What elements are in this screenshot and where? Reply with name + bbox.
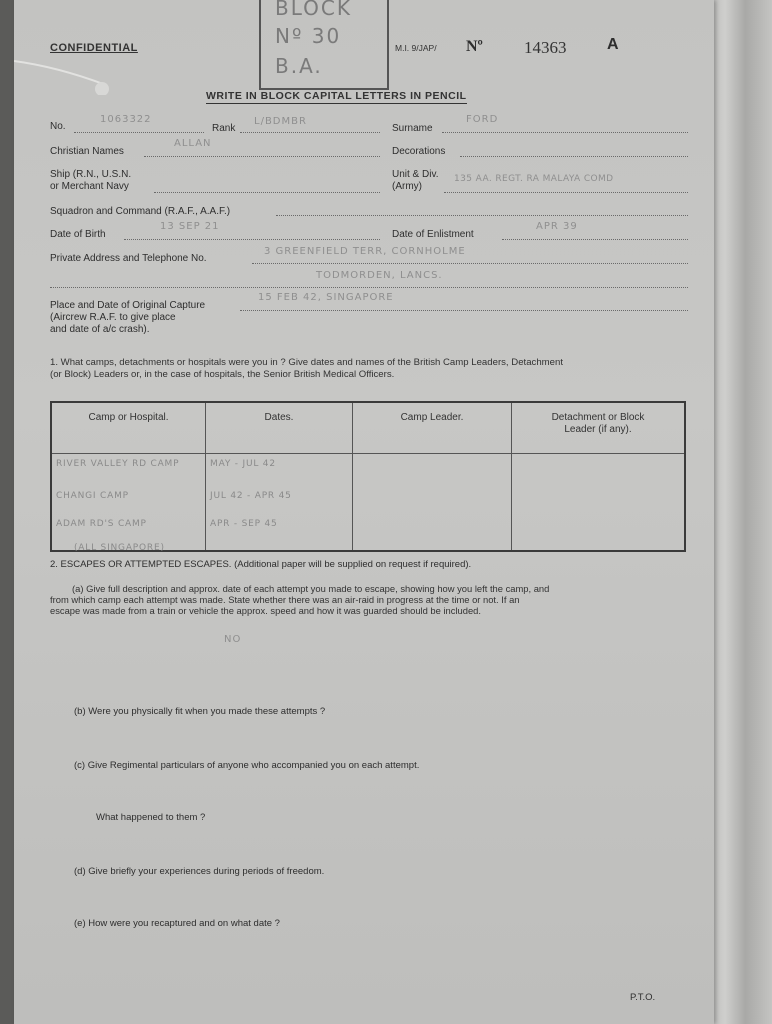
decorations-line [460, 156, 688, 157]
question-1-line: 1. What camps, detachments or hospitals were you in ? Give dates and names of the British Camp Leaders, Detachment [50, 357, 563, 368]
decorations-label: Decorations [392, 146, 446, 157]
dates-entry: APR - SEP 45 [210, 519, 278, 529]
surname-value: FORD [466, 114, 499, 125]
enlistment-line [502, 239, 688, 240]
question-2a-answer: NO [224, 634, 242, 645]
squadron-line [276, 215, 688, 216]
ship-label: Ship (R.N., U.S.N. [50, 169, 132, 180]
rank-line [240, 132, 380, 133]
dob-line [124, 239, 380, 240]
ship-label-2: or Merchant Navy [50, 181, 129, 192]
stacked-pages-edge [705, 0, 772, 1024]
column-header: Camp Leader. [353, 402, 512, 454]
christian-names-value: ALLAN [174, 138, 212, 149]
question-2a-line: escape was made from a train or vehicle the approx. speed and how it was guarded should be included. [50, 605, 481, 616]
surname-label: Surname [392, 123, 433, 134]
question-2d: (d) Give briefly your experiences during periods of freedom. [74, 866, 325, 877]
camp-leader-cell [353, 454, 512, 552]
enlistment-value: APR 39 [536, 221, 578, 232]
rank-label: Rank [212, 123, 236, 134]
camp-entry: ADAM RD'S CAMP [56, 519, 147, 529]
confidential-label: CONFIDENTIAL [50, 42, 138, 54]
no-value: 1063322 [100, 114, 152, 125]
christian-names-label: Christian Names [50, 146, 124, 157]
dob-label: Date of Birth [50, 229, 106, 240]
address-line-1 [252, 263, 688, 264]
question-2b: (b) Were you physically fit when you made these attempts ? [74, 706, 326, 717]
detachment-leader-cell [512, 454, 686, 552]
no-label: No. [50, 121, 66, 132]
question-2c-sub: What happened to them ? [96, 812, 206, 823]
camp-entry: CHANGI CAMP [56, 491, 129, 501]
capture-label-3: and date of a/c crash). [50, 324, 150, 335]
question-2a-line: (a) Give full description and approx. date of each attempt you made to escape, showing how you left the camp, and [72, 583, 550, 594]
unit-line [444, 192, 688, 193]
camp-cell [51, 454, 206, 552]
christian-names-line [144, 156, 380, 157]
question-2c: (c) Give Regimental particulars of anyone who accompanied you on each attempt. [74, 760, 420, 771]
address-line-2 [50, 287, 688, 288]
question-2-heading: 2. ESCAPES OR ATTEMPTED ESCAPES. (Additional paper will be supplied on request if required). [50, 559, 472, 570]
capture-value: 15 FEB 42, SINGAPORE [258, 292, 394, 303]
question-2a-text [50, 583, 690, 616]
block-stamp [259, 0, 389, 90]
stamp-line: Nº 30 [275, 24, 342, 48]
capture-label-2: (Aircrew R.A.F. to give place [50, 312, 176, 323]
capture-label: Place and Date of Original Capture [50, 300, 206, 311]
dob-value: 13 SEP 21 [160, 221, 220, 232]
rank-value: L/BDMBR [254, 116, 307, 127]
column-header: Detachment or Block Leader (if any). [512, 402, 686, 454]
dates-entry: JUL 42 - APR 45 [210, 491, 292, 501]
questionnaire-form [14, 0, 714, 1024]
ship-line [154, 192, 380, 193]
serial-suffix: A [607, 36, 619, 53]
column-header: Dates. [206, 402, 353, 454]
question-2a-line: from which camp each attempt was made. State whether there was an air-raid in progress at the time or not. If an [50, 594, 520, 605]
camp-entry: RIVER VALLEY RD CAMP [56, 459, 180, 469]
capture-line [240, 310, 688, 311]
number-label: Nº [466, 38, 483, 55]
squadron-label: Squadron and Command (R.A.F., A.A.F.) [50, 206, 231, 217]
serial-number: 14363 [524, 38, 567, 57]
surname-line [442, 132, 688, 133]
page-binding-edge [0, 0, 14, 1024]
address-value-2: TODMORDEN, LANCS. [316, 270, 443, 281]
stamp-line: BLOCK [275, 0, 352, 20]
pto-label: P.T.O. [630, 992, 656, 1003]
instruction-heading: WRITE IN BLOCK CAPITAL LETTERS IN PENCIL [206, 90, 467, 102]
unit-label: Unit & Div. [392, 169, 439, 180]
stamp-line: B.A. [275, 54, 323, 78]
no-line [74, 132, 204, 133]
tag-string [14, 55, 124, 95]
enlistment-label: Date of Enlistment [392, 229, 474, 240]
dates-entry: MAY - JUL 42 [210, 459, 276, 469]
mi-reference: M.I. 9/JAP/ [395, 43, 437, 53]
question-1-line: (or Block) Leaders or, in the case of hospitals, the Senior British Medical Officers. [50, 369, 395, 380]
unit-label-2: (Army) [392, 181, 422, 192]
address-value-1: 3 GREENFIELD TERR, CORNHOLME [264, 246, 466, 257]
question-2e: (e) How were you recaptured and on what date ? [74, 918, 280, 929]
table-body-row [51, 454, 685, 552]
column-header: Camp or Hospital. [51, 402, 206, 454]
table-header-row [51, 402, 685, 454]
unit-value: 135 AA. REGT. RA MALAYA COMD [454, 174, 614, 184]
camps-table [50, 401, 686, 552]
question-1-text [50, 357, 690, 381]
address-label: Private Address and Telephone No. [50, 253, 207, 264]
dates-cell [206, 454, 353, 552]
camp-entry: (ALL SINGAPORE) [74, 543, 165, 553]
